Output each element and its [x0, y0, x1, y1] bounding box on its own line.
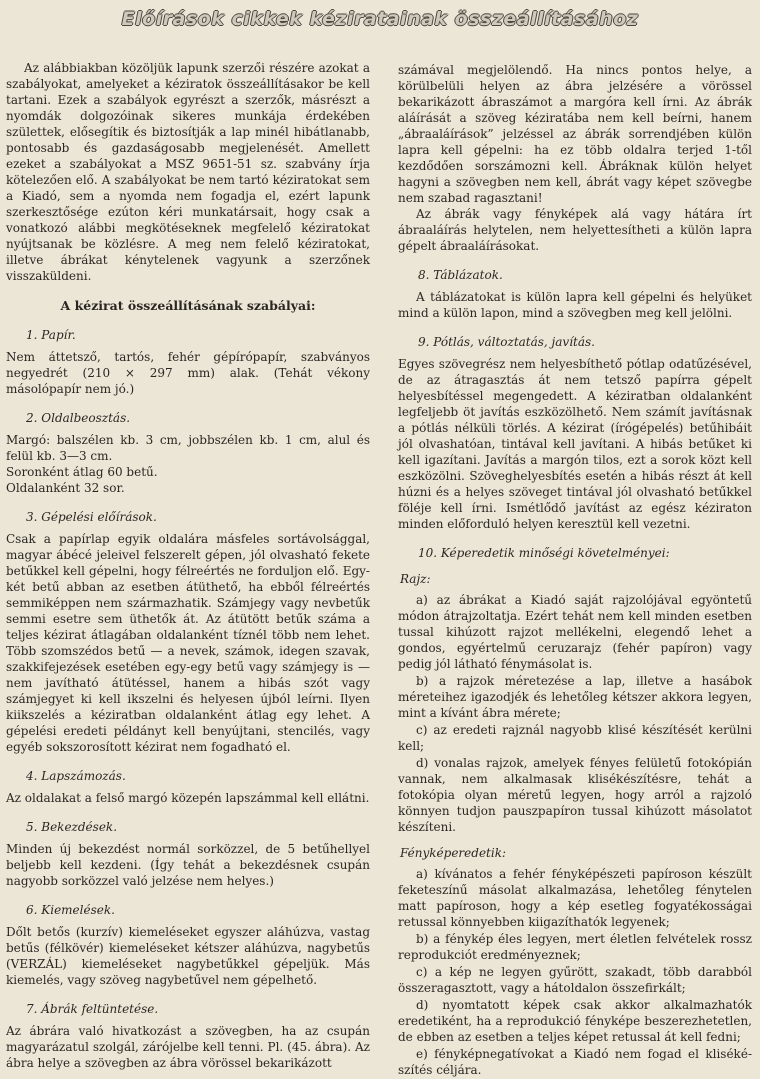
section-heading-emphasis: 6. Kiemelések. [26, 903, 115, 917]
photo-item-e: e) fényképnegatívokat a Kiadó nem fogad el klisékészítés céljára. [398, 1047, 752, 1077]
layout-lines: Oldalanként 32 sor. [6, 481, 125, 495]
section-heading-image-quality: 10. Képeredetik minőségi követelményei: [418, 546, 670, 560]
left-column [6, 60, 370, 1071]
section-heading-paper: 1. Papír. [26, 328, 76, 342]
section-heading-paragraphs: 5. Bekezdések. [26, 820, 118, 834]
section-text-paper: Nem áttetsző, tartós, fehér gépírópapír, szabványos negyedrét (210 × 297 mm) alak. (Tehát vékony másolópapír nem jó.) [6, 350, 370, 396]
figures-captions-note: Az ábrák vagy fényképek alá vagy hátára írt ábraaláírás helytelen, nem helyettesítheti a külön lapra gépelt ábraaláírásokat. [398, 207, 752, 253]
drawing-item-b: b) a rajzok méretezése a lap, illetve a hasábok méreteihez igazodjék és lehetőleg kétszer akkora legyen, mint a kívánt ábra mérete; [398, 674, 752, 720]
photo-item-a: a) kívánatos a fehér fényképészeti papíroson készült feketeszínű másolat alkalmazása, lehetőleg fénytelen matt papíroson, hogy a kép esetleg fogyatékosságai retussal könnyebben kiigazíthatók legyenek; [398, 867, 752, 929]
section-heading-pagination: 4. Lapszámozás. [26, 769, 126, 783]
section-text-typing: Csak a papírlap egyik oldalára másfeles sortávolsággal, magyar ábécé jeleivel felszerelt gépen, jól olvasható fekete betűkkel kell gépelni, hogy félreértés ne forduljon elő. Egy-két betű abban az esetben átüthető, ha ebből félreértés semmiképpen nem származhatik. Számjegy vagy nevbetűk semmi esetre sem üthetők át. Az átütött betűk száma a teljes kézirat átlagában oldalanként tíznél több nem lehet. Több szomszédos betű — a nevek, számok, idegen szavak, szakkifejezések esetében egy-egy betű vagy számjegy is — nem javítható átütéssel, hanem a hibás szót vagy számjegyet ki kell ikszelni és helyesen újból leírni. Ilyen kiikszelés a kéziratban oldalanként átlag egy lehet. A gépelési eredeti példányt kell benyújtani, stencilés, vagy egyéb sokszorosított kézirat nem fogadható el. [6, 532, 370, 754]
section-text-paragraphs: Minden új bekezdést normál sorközzel, de 5 betűhellyel beljebb kell kezdeni. (Így tehát a bekezdésnek csupán nagyobb sorközzel való jelzése nem helyes.) [6, 842, 370, 888]
layout-margins: Margó: balszélen kb. 3 cm, jobbszélen kb. 1 cm, alul és felül kb. 3—3 cm. [6, 433, 370, 463]
section-text-corrections: Egyes szövegrész nem helyesbíthető pótlap odatűzésével, de az átragasztás át nem tetsző papírra gépelt helyesbítéssel megengedett. A kéziratban oldalanként legfeljebb öt javítás eszközölhető. Nem számít javításnak a pótlás nélküli törlés. A kézirat (írógépelés) betűhibáit jól olvashatóan, tintával kell javítani. A hibás betűket ki kell igazítani. Javítás a margón tilos, ezt a sorok közt kell eszközölni. Szöveghelyesbítés esetén a hibás részt át kell húzni és a helyes szöveget tintával jól olvasható betűkkel föléje kell írni. Ismétlődő javítást az egész kéziraton minden előforduló helyen keresztül kell vezetni. [398, 357, 752, 531]
section-heading-corrections: 9. Pótlás, változtatás, javítás. [418, 335, 595, 349]
drawing-item-d: d) vonalas rajzok, amelyek fényes felületű fotokópián vannak, nem alkalmasak klisékészítésre, tehát a fotokópia olyan méretű legyen, hogy arról a rajzoló könnyen tudjon pauszpapíron tussal kihúzott másolatot készíteni. [398, 756, 752, 834]
photo-item-b: b) a fénykép éles legyen, mert életlen felvételek rossz reprodukciót eredményeznek; [398, 932, 752, 962]
photo-item-d: d) nyomtatott képek csak akkor alkalmazhatók eredetiként, ha a reprodukció fényképe beszerezhetetlen, de ebben az esetben a teljes képet retussal át kell fedni; [398, 998, 752, 1044]
right-column [398, 62, 752, 1079]
section-text-figures: Az ábrára való hivatkozást a szövegben, ha az csupán magyarázatul szolgál, zárójelbe kell tenni. Pl. (45. ábra). Az ábra helye a szövegben az ábra vörössel bekarikázott [6, 1024, 370, 1070]
page-title: Előírások cikkek kéziratainak összeállításához [121, 8, 639, 30]
photo-item-c: c) a kép ne legyen gyűrött, szakadt, több darabból összeragasztott, vagy a hátoldalon összefirkált; [398, 965, 752, 995]
section-text-emphasis: Dőlt betős (kurzív) kiemeléseket egyszer aláhúzva, vastag betűs (félkövér) kiemeléseket kétszer aláhúzva, nagybetűs (VERZÁL) kiemeléseket nagybetűkkel gépeljük. Más kiemelés, vagy szöveg nagybetűvel nem gépelhető. [6, 925, 370, 987]
intro-paragraph: Az alábbiakban közöljük lapunk szerzői részére azokat a szabályokat, amelyeket a kéziratok összeállításakor be kell tartani. Ezek a szabályok egyrészt a szerzők, másrészt a nyomdák dolgozóinak sikeres munkája érdekében születtek, elősegítik és biztosítják a lap minél hibátlanabb, pontosabb és gazdaságosabb megjelenését. Amellett ezeket a szabályokat a MSZ 9651-51 sz. szabvány írja kötelezően elő. A szabályokat be nem tartó kéziratokat sem a Kiadó, sem a nyomda nem fogadja el, ezért lapunk szerkesztősége ezúton kéri munkatársait, hogy csak a vonatkozó alábbi megkötéseknek megfelelő kéziratokat nyújtsanak be közlésre. A meg nem felelő kéziratokat, illetve ábrákat kénytelenek vagyunk a szerzőnek visszaküldeni. [6, 61, 370, 283]
section-text-pagination: Az oldalakat a felső margó közepén lapszámmal kell ellátni. [6, 791, 370, 805]
drawing-item-a: a) az ábrákat a Kiadó saját rajzolójával egyöntetű módon átrajzoltatja. Ezért tehát nem kell minden esetben tussal kihúzott rajzot mellékelni, elegendő lehet a gondos, egyértelmű ceruzarajz (fehér papíron) vagy pedig jól látható fénymásolat is. [398, 593, 752, 671]
section-heading-layout: 2. Oldalbeosztás. [26, 411, 131, 425]
section-text-tables: A táblázatokat is külön lapra kell gépelni és helyüket mind a külön lapon, mind a szövegben meg kell jelölni. [398, 290, 752, 320]
rules-heading: A kézirat összeállításának szabályai: [60, 298, 316, 313]
photo-subheading: Fényképeredetik: [400, 846, 507, 860]
figures-continued: számával megjelölendő. Ha nincs pontos helye, a körülbelüli helyen az ábra jelzésére a vörössel bekarikázott ábraszámot a margóra kell írni. Az ábrák aláírását a szöveg kéziratába nem kell beírni, hanem „ábraaláírások” jelzéssel az ábrák sorrendjében külön lapra kell gépelni: ha ez több oldalra terjed 1-től kezdődően sorszámozni kell. Ábráknak külön helyet hagyni a szövegben nem kell, ábrát vagy képet szövegbe nem szabad ragasztani! [398, 63, 752, 205]
drawing-subheading: Rajz: [400, 572, 431, 586]
section-heading-figures: 7. Ábrák feltüntetése. [26, 1002, 159, 1016]
section-heading-tables: 8. Táblázatok. [418, 268, 503, 282]
layout-chars: Soronként átlag 60 betű. [6, 465, 158, 479]
drawing-item-c: c) az eredeti rajznál nagyobb klisé készítését kerülni kell; [398, 723, 752, 753]
section-heading-typing: 3. Gépelési előírások. [26, 510, 157, 524]
